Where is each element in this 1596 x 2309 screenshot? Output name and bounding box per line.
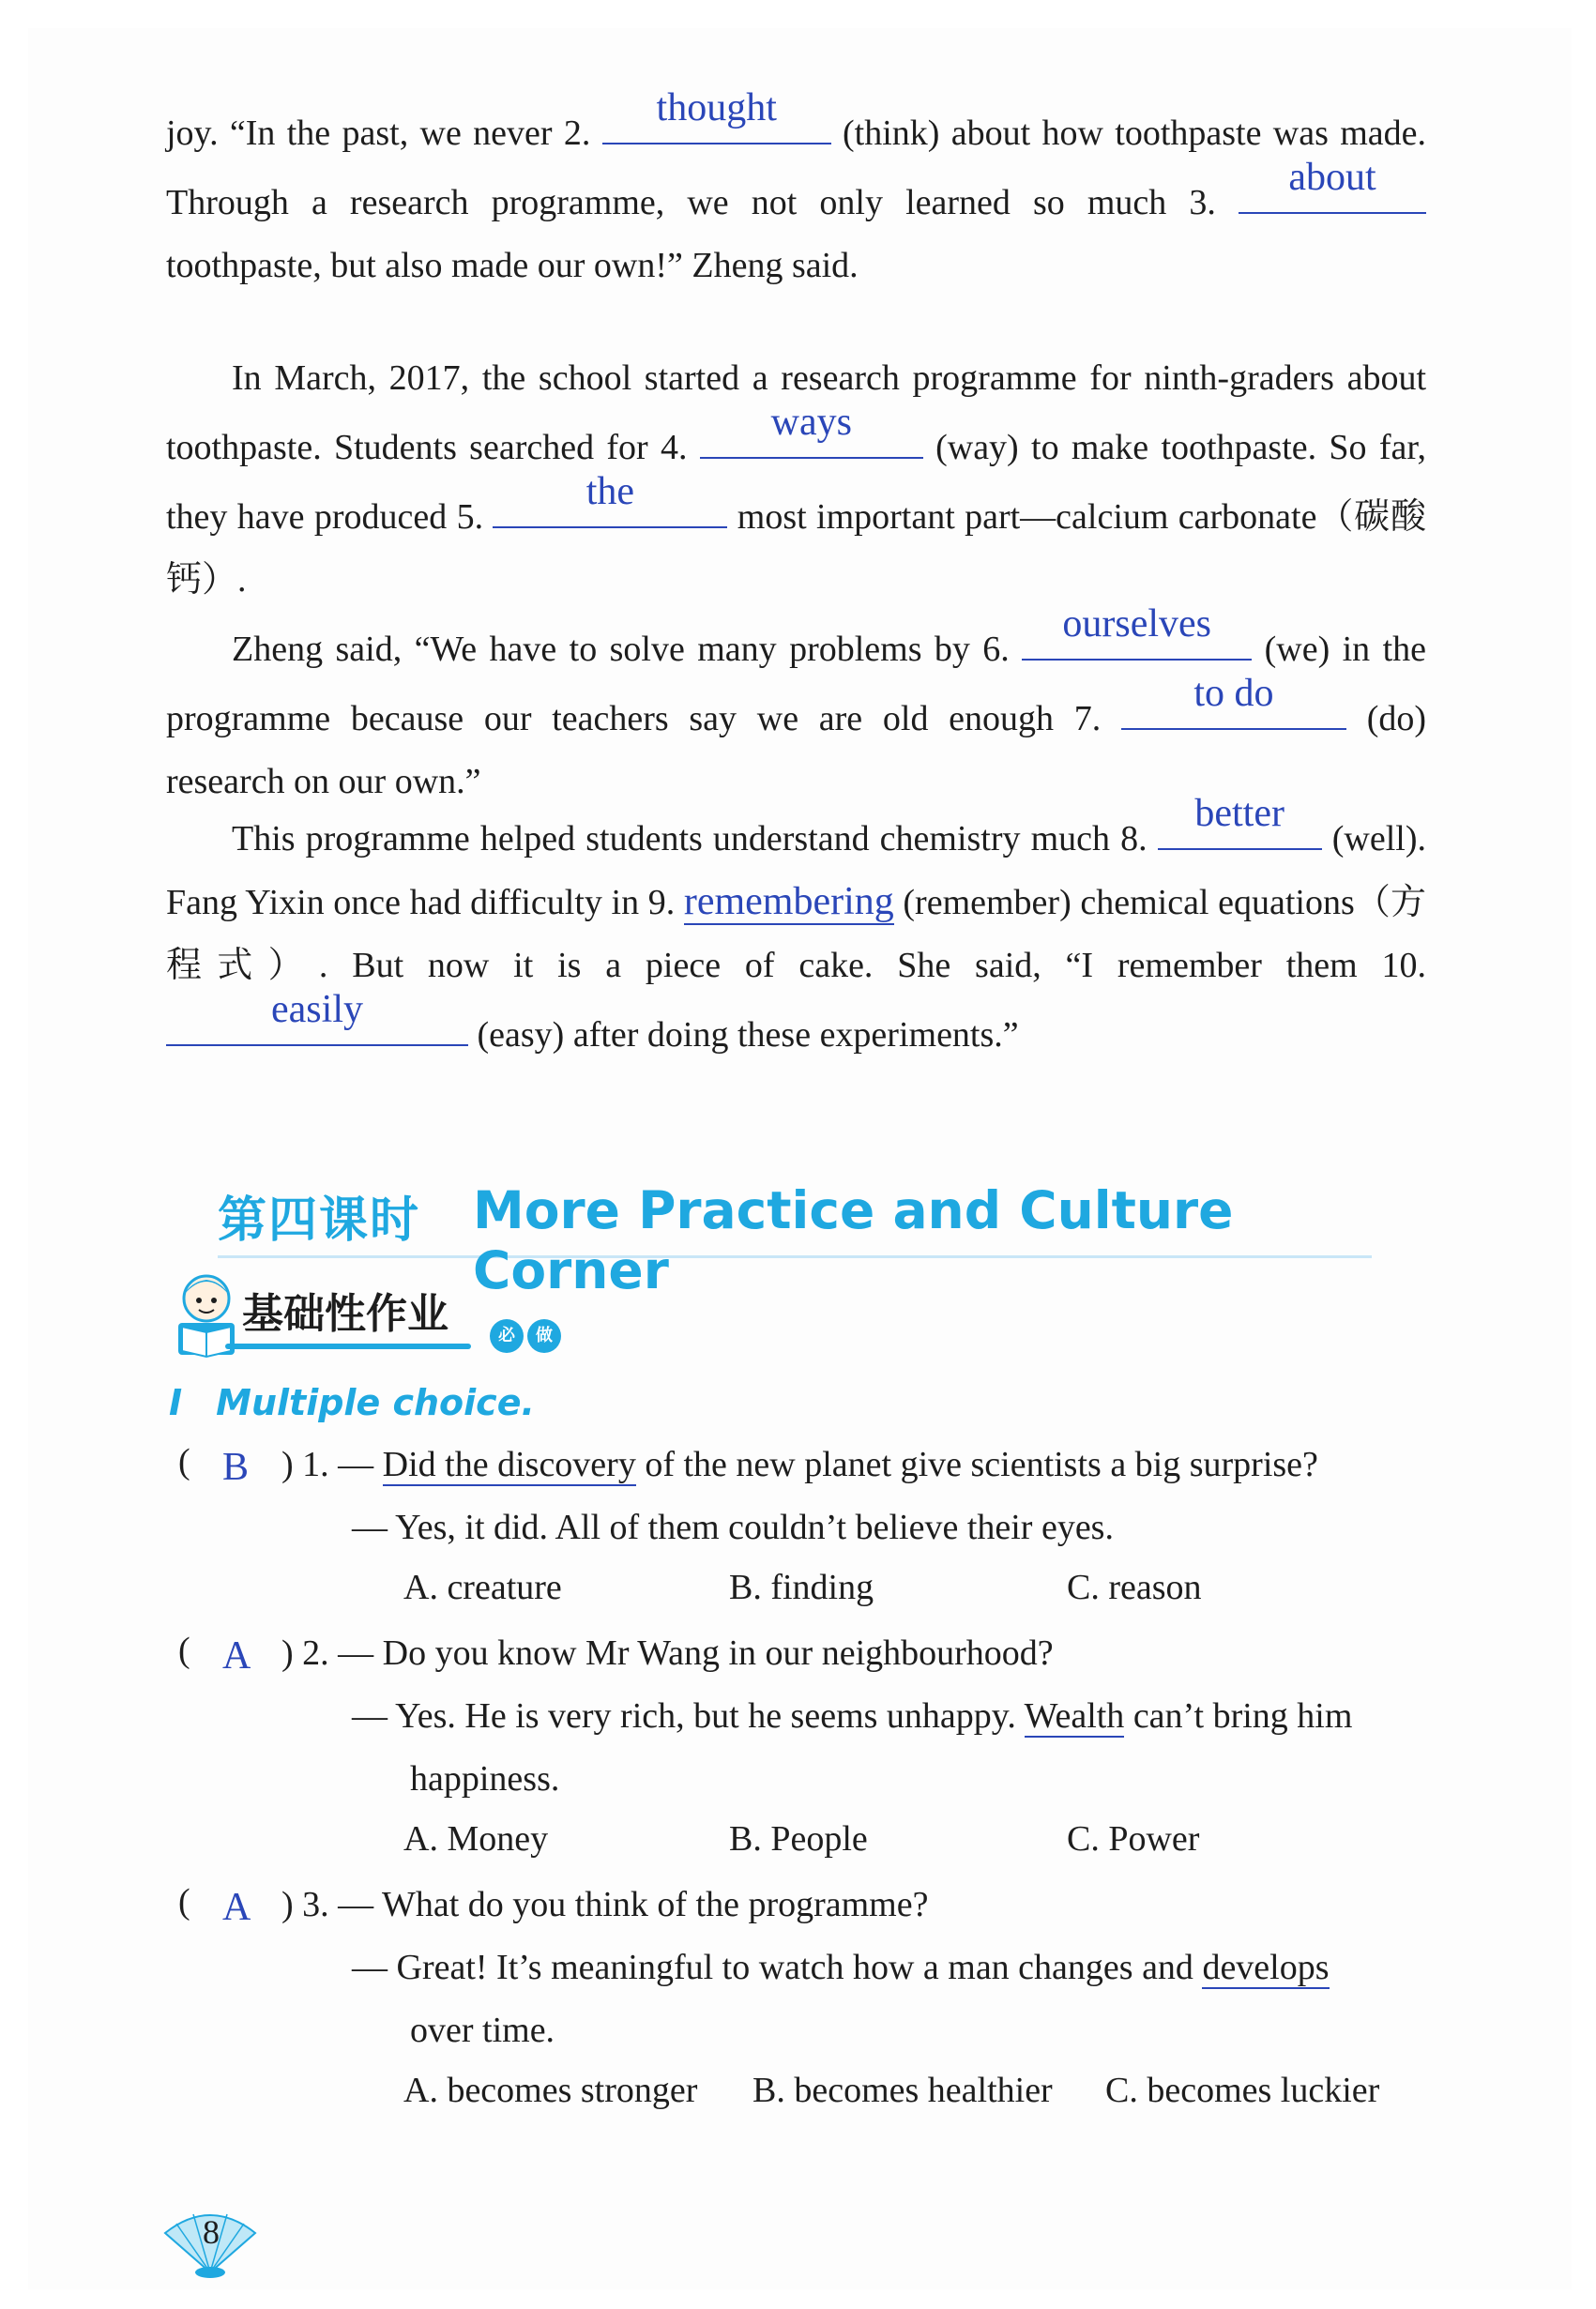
question-1-option-b[interactable]: B. finding bbox=[729, 1568, 874, 1607]
question-3-stem: ) 3. — What do you think of the programme? bbox=[281, 1885, 929, 1924]
question-1-reply: — Yes, it did. All of them couldn’t believe their eyes. bbox=[352, 1508, 1114, 1547]
question-3-option-b[interactable]: B. becomes healthier bbox=[752, 2071, 1053, 2110]
question-1-option-a[interactable]: A. creature bbox=[403, 1568, 562, 1607]
required-badge-1: 必 bbox=[490, 1319, 524, 1353]
question-3-option-a[interactable]: A. becomes stronger bbox=[403, 2071, 698, 2110]
paragraph-2: In March, 2017, the school started a research programme for ninth-graders about toothpaste. Students searched for 4. ways (way) to make toothpaste. So far, they have produced 5. the most important part—calcium carbonate（碳酸钙）. bbox=[166, 358, 1427, 600]
question-3-reply: — Great! It’s meaningful to watch how a man changes and develops bbox=[352, 1948, 1330, 1987]
question-1-keyword: discovery bbox=[497, 1445, 636, 1484]
homework-title: 基础性作业 bbox=[242, 1290, 448, 1338]
question-2-option-c[interactable]: C. Power bbox=[1067, 1819, 1200, 1859]
section-number: I bbox=[169, 1382, 183, 1423]
question-3-paren: ( bbox=[178, 1882, 190, 1922]
section-heading bbox=[169, 1382, 535, 1423]
page-number: 8 bbox=[203, 2213, 220, 2251]
lesson-title bbox=[218, 1180, 1372, 1300]
question-1-answer[interactable]: B bbox=[222, 1446, 250, 1489]
lesson-number-zh: 第四课时 bbox=[218, 1192, 421, 1249]
blank-9[interactable]: remembering bbox=[683, 880, 894, 923]
blank-8[interactable]: better bbox=[1158, 801, 1322, 850]
blank-10[interactable]: easily bbox=[166, 997, 468, 1046]
question-3-keyword: develops bbox=[1202, 1948, 1330, 1987]
question-3-reply-cont: over time. bbox=[410, 2011, 555, 2050]
question-2-keyword: Wealth bbox=[1024, 1696, 1125, 1736]
question-2-option-b[interactable]: B. People bbox=[729, 1819, 868, 1859]
homework-header bbox=[169, 1267, 591, 1360]
lesson-title-en: More Practice and Culture Corner bbox=[473, 1180, 1234, 1300]
question-2-reply: — Yes. He is very rich, but he seems unhappy. Wealth can’t bring him bbox=[352, 1696, 1353, 1736]
paragraph-1: joy. “In the past, we never 2. thought (think) about how toothpaste was made. Through a research programme, we not only learned so much 3. about toothpaste, but also made our own!” Zheng said. bbox=[166, 86, 1427, 285]
homework-underline bbox=[225, 1344, 471, 1349]
blank-3[interactable]: about bbox=[1239, 165, 1426, 214]
question-1-stem: ) 1. — Did the discovery of the new planet give scientists a big surprise? bbox=[281, 1445, 1318, 1484]
question-2-stem: ) 2. — Do you know Mr Wang in our neighbourhood? bbox=[281, 1633, 1054, 1673]
paragraph-3: Zheng said, “We have to solve many problems by 6. ourselves (we) in the programme because our teachers say we are old enough 7. to do (do) research on our own.” bbox=[166, 602, 1427, 801]
blank-4[interactable]: ways bbox=[700, 410, 923, 459]
question-1-option-c[interactable]: C. reason bbox=[1067, 1568, 1202, 1607]
blank-7[interactable]: to do bbox=[1121, 681, 1346, 730]
blank-2[interactable]: thought bbox=[602, 96, 831, 144]
question-2-option-a[interactable]: A. Money bbox=[403, 1819, 549, 1859]
question-2-reply-cont: happiness. bbox=[410, 1759, 560, 1799]
blank-5[interactable]: the bbox=[493, 479, 727, 528]
paragraph-4: This programme helped students understand chemistry much 8. better (well). Fang Yixin once had difficulty in 9. remembering (remember) chemical equations（方程式）. But now it is a piece of cake. She said, “I remember them 10. easily (easy) after doing these experiments.” bbox=[166, 792, 1427, 1055]
blank-6[interactable]: ourselves bbox=[1022, 612, 1252, 661]
question-1-paren: ( bbox=[178, 1442, 190, 1481]
question-3-answer[interactable]: A bbox=[222, 1886, 251, 1929]
question-2-paren: ( bbox=[178, 1631, 190, 1670]
section-title: Multiple choice. bbox=[216, 1382, 535, 1423]
page-number-badge bbox=[158, 2205, 263, 2280]
question-2-answer[interactable]: A bbox=[222, 1634, 251, 1678]
question-3-option-c[interactable]: C. becomes luckier bbox=[1105, 2071, 1380, 2110]
required-badge-2: 做 bbox=[527, 1319, 561, 1353]
